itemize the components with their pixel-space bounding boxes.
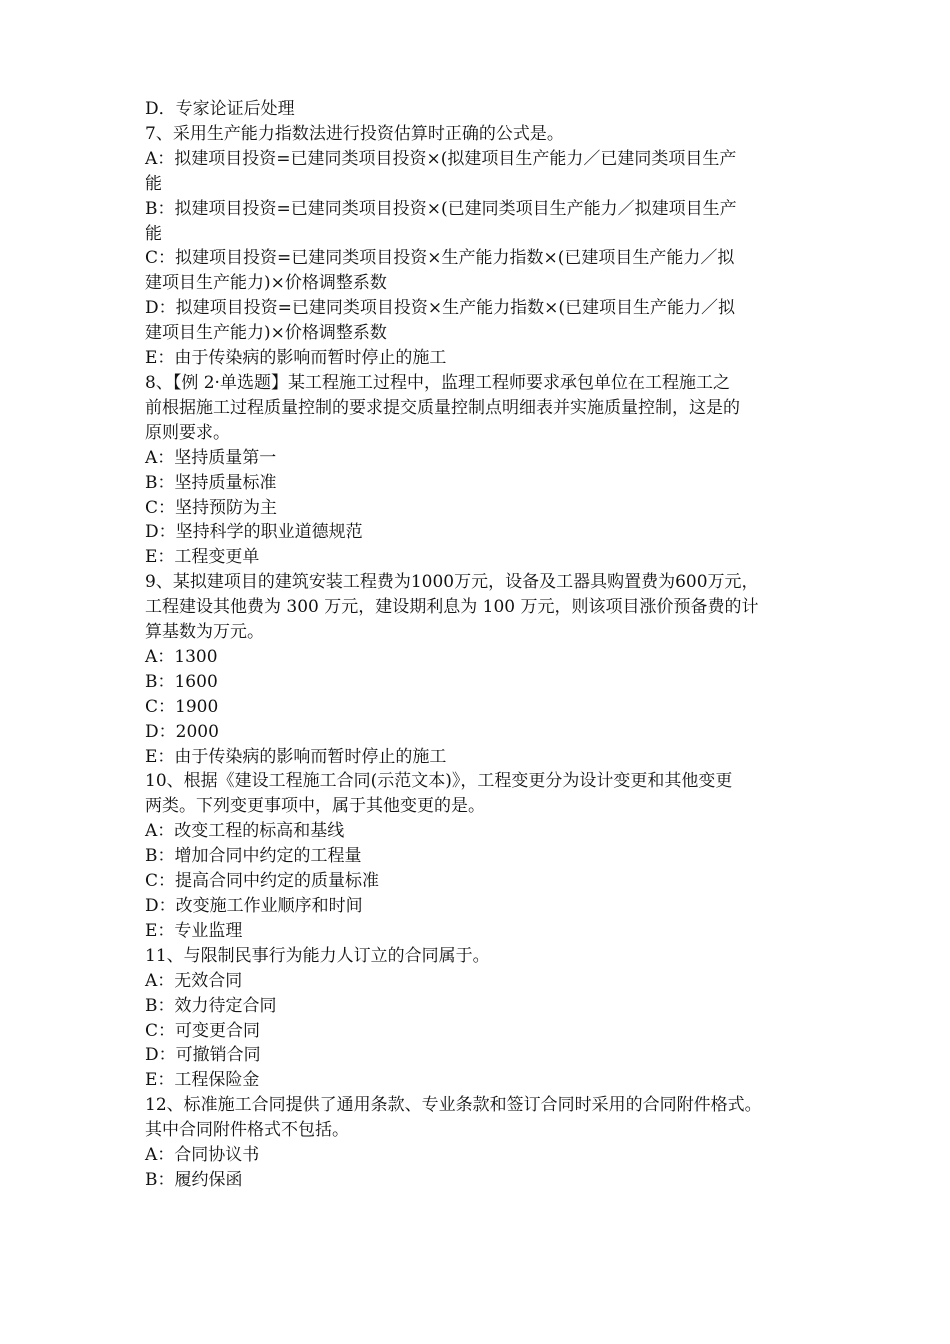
option-text: D：坚持科学的职业道德规范 xyxy=(145,522,363,543)
option-text-continued: 建项目生产能力)×价格调整系数 xyxy=(145,273,387,294)
option-text: A：1300 xyxy=(145,646,218,667)
option-text: B：效力待定合同 xyxy=(145,995,277,1016)
document-page xyxy=(145,97,813,1193)
question-text-continued: 前根据施工过程质量控制的要求提交质量控制点明细表并实施质量控制，这是的 xyxy=(145,397,740,418)
option-text: B：1600 xyxy=(145,671,218,692)
option-text-continued: 建项目生产能力)×价格调整系数 xyxy=(145,323,387,344)
option-text: B：拟建项目投资=已建同类项目投资×(已建同类项目生产能力／拟建项目生产 xyxy=(145,198,737,219)
option-text: B：增加合同中约定的工程量 xyxy=(145,846,362,867)
option-text: C：拟建项目投资=已建同类项目投资×生产能力指数×(已建项目生产能力／拟 xyxy=(145,248,735,269)
question-text-continued: 两类。下列变更事项中，属于其他变更的是。 xyxy=(145,796,485,817)
question-text-continued: 工程建设其他费为 300 万元，建设期利息为 100 万元，则该项目涨价预备费的计 xyxy=(145,597,759,618)
option-text: E：专业监理 xyxy=(145,920,243,941)
option-text: D：2000 xyxy=(145,721,219,742)
option-text: A：拟建项目投资=已建同类项目投资×(拟建项目生产能力／已建同类项目生产 xyxy=(145,148,737,169)
option-text: C：1900 xyxy=(145,696,219,717)
question-text-continued: 算基数为万元。 xyxy=(145,622,264,643)
question-text-continued: 原则要求。 xyxy=(145,422,230,443)
option-text: D：可撤销合同 xyxy=(145,1045,261,1066)
question-text: 11、与限制民事行为能力人订立的合同属于。 xyxy=(145,945,490,966)
option-text: C：可变更合同 xyxy=(145,1020,261,1041)
option-text: E：由于传染病的影响而暂时停止的施工 xyxy=(145,746,447,767)
question-text: 7、采用生产能力指数法进行投资估算时正确的公式是。 xyxy=(145,123,564,144)
option-text: D：改变施工作业顺序和时间 xyxy=(145,896,363,916)
option-text: C：坚持预防为主 xyxy=(145,497,278,518)
question-text-continued: 其中合同附件格式不包括。 xyxy=(145,1120,349,1141)
question-text: 8、【例 2·单选题】某工程施工过程中，监理工程师要求承包单位在工程施工之 xyxy=(145,372,730,393)
option-text: B：坚持质量标准 xyxy=(145,472,277,493)
option-text: E：由于传染病的影响而暂时停止的施工 xyxy=(145,348,447,369)
option-text-continued: 能 xyxy=(145,223,162,244)
option-text: C：提高合同中约定的质量标准 xyxy=(145,871,380,892)
option-text: E：工程变更单 xyxy=(145,547,260,568)
option-text: B：履约保函 xyxy=(145,1169,243,1190)
option-text: A：改变工程的标高和基线 xyxy=(145,821,345,842)
text-line: D．专家论证后处理 xyxy=(145,99,295,119)
option-text-continued: 能 xyxy=(145,173,162,194)
question-text: 10、根据《建设工程施工合同(示范文本)》，工程变更分为设计变更和其他变更 xyxy=(145,771,733,792)
option-text: A：无效合同 xyxy=(145,970,243,991)
option-text: A：坚持质量第一 xyxy=(145,447,277,468)
option-text: D：拟建项目投资=已建同类项目投资×生产能力指数×(已建项目生产能力／拟 xyxy=(145,298,735,319)
question-text: 12、标准施工合同提供了通用条款、专业条款和签订合同时采用的合同附件格式。 xyxy=(145,1095,762,1116)
option-text: A：合同协议书 xyxy=(145,1145,260,1166)
option-text: E：工程保险金 xyxy=(145,1070,260,1091)
question-text: 9、某拟建项目的建筑安装工程费为1000万元，设备及工器具购置费为600万元， xyxy=(145,572,759,593)
